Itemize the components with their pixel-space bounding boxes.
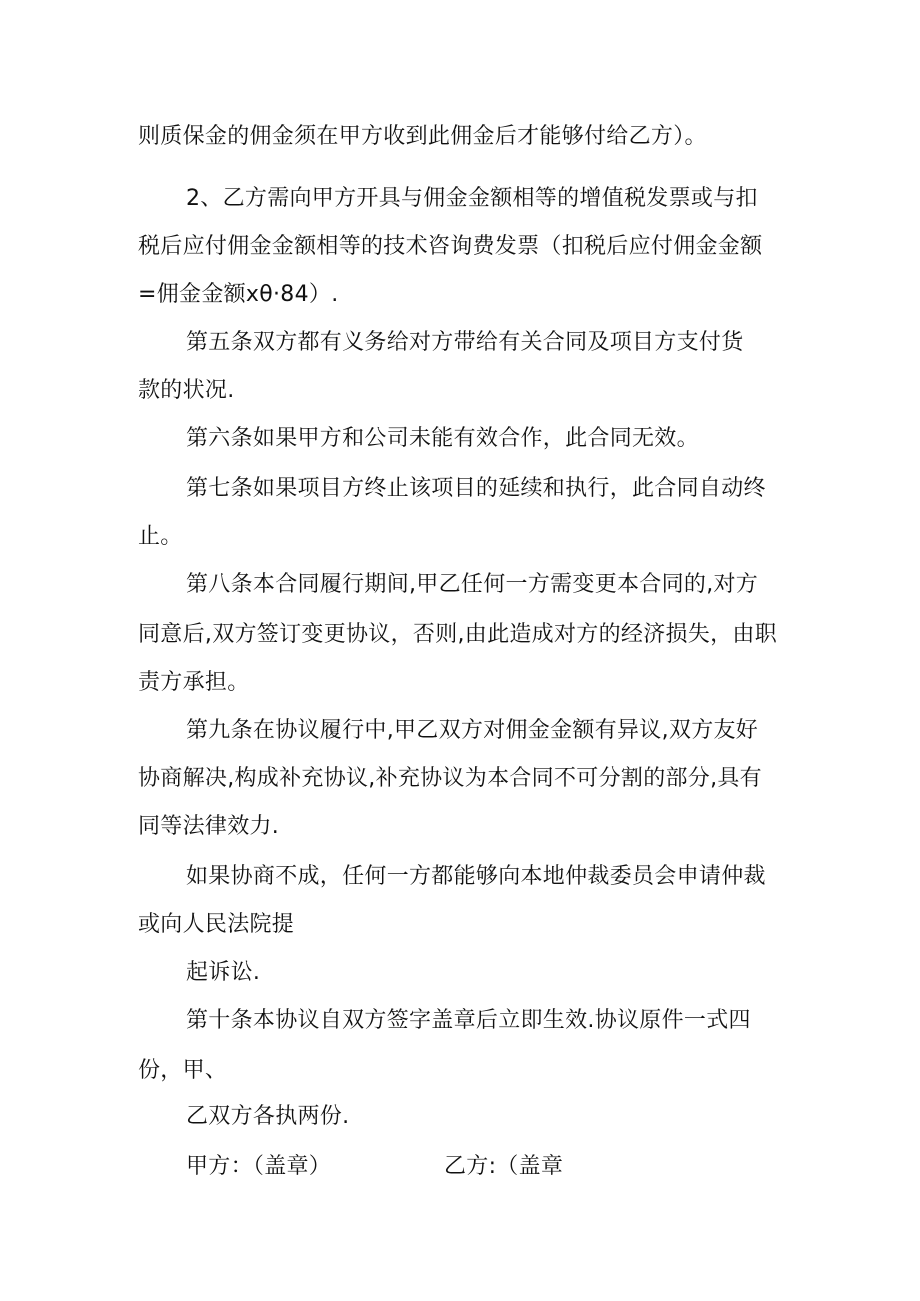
text-line: 则质保金的佣金须在甲方收到此佣金后才能够付给乙方）。 <box>138 124 707 149</box>
text-line: 止。 <box>138 524 183 549</box>
text-line: 起诉讼. <box>186 960 261 985</box>
article-6-line: 第六条如果甲方和公司未能有效合作，此合同无效。 <box>186 426 699 451</box>
article-8-line: 第八条本合同履行期间,甲乙任何一方需变更本合同的,对方 <box>186 572 759 597</box>
clause-2-line: 2、乙方需向甲方开具与佣金金额相等的增值税发票或与扣 <box>186 186 758 211</box>
article-7-line: 第七条如果项目方终止该项目的延续和执行，此合同自动终 <box>186 476 766 501</box>
text-line: 税后应付佣金金额相等的技术咨询费发票（扣税后应付佣金金额 <box>138 234 763 259</box>
article-10-line: 第十条本协议自双方签字盖章后立即生效.协议原件一式四 <box>186 1008 751 1033</box>
text-line: 同等法律效力. <box>138 814 280 839</box>
article-5-line: 第五条双方都有义务给对方带给有关合同及项目方支付货 <box>186 330 744 355</box>
text-line: =佣金金额xθ·84）. <box>138 282 339 307</box>
party-b-signature: 乙方:（盖章 <box>444 1154 564 1179</box>
text-line: 协商解决,构成补充协议,补充协议为本合同不可分割的部分,具有 <box>138 766 762 791</box>
arbitration-line: 如果协商不成，任何一方都能够向本地仲裁委员会申请仲裁 <box>186 864 766 889</box>
text-line: 同意后,双方签订变更协议，否则,由此造成对方的经济损失，由职 <box>138 622 777 647</box>
party-a-signature: 甲方：（盖章） <box>186 1154 332 1179</box>
article-9-line: 第九条在协议履行中,甲乙双方对佣金金额有异议,双方友好 <box>186 718 759 743</box>
text-line: 份，甲、 <box>138 1058 228 1083</box>
text-line: 责方承担。 <box>138 670 250 695</box>
text-line: 乙双方各执两份. <box>186 1104 350 1129</box>
text-line: 或向人民法院提 <box>138 912 295 937</box>
text-line: 款的状况. <box>138 378 235 403</box>
